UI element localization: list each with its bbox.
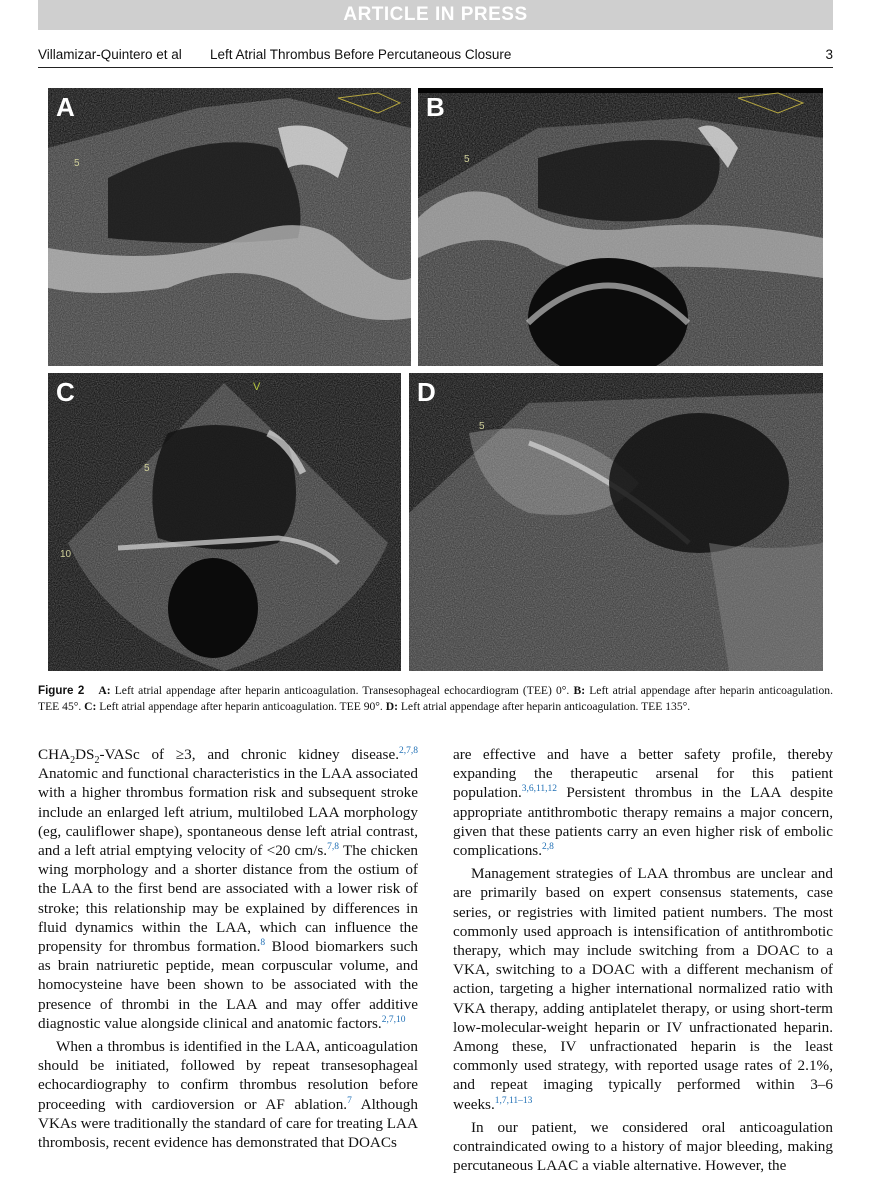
caption-c-text: Left atrial appendage after heparin anticoagulation. TEE 90°. <box>96 700 386 713</box>
text-run: DS <box>75 746 95 763</box>
text-run: Although VKAs were traditionally the standard of care for treating LAA thrombosis, recent evidence has demonstrated that DOACs <box>38 1095 418 1152</box>
caption-d-label: D: <box>385 700 398 713</box>
text-run: The chicken wing morphology and a shorter distance from the ostium of the LAA to the first bend are associated with a lower risk of stroke; this relationship may be explained by differences in fluid dynamics within the LAA, which can influence the propensity for thrombus formation. <box>38 842 419 956</box>
citation-link[interactable]: 7,8 <box>327 841 339 852</box>
panel-label-c: C <box>56 377 75 407</box>
caption-a-label: A: <box>98 684 111 697</box>
depth-marker-5: 5 <box>479 421 485 432</box>
citation-link[interactable]: 2,7,8 <box>399 745 418 756</box>
echo-image-a <box>48 88 411 366</box>
echo-image-c <box>48 373 401 671</box>
caption-b-text: Left atrial appendage after heparin anticoagulation. TEE 45°. <box>38 684 833 713</box>
paragraph <box>453 1118 833 1176</box>
citation-link[interactable]: 7 <box>347 1095 352 1106</box>
text-run: Blood biomarkers such as brain natriuretic peptide, mean corpuscular volume, and homocysteine have been shown to be associated with the presence of thrombi in the LAA and may offer additive diagnostic value alongside clinical and anatomic factors. <box>38 938 418 1032</box>
running-header-authors: Villamizar-Quintero et al <box>38 47 182 62</box>
text-run: are effective and have a better safety profile, thereby expanding the therapeutic arsenal for this patient population. <box>453 746 833 802</box>
subscript: 2 <box>70 755 76 767</box>
caption-b-label: B: <box>573 684 586 697</box>
body-column-right <box>453 745 833 1175</box>
paragraph <box>38 745 418 1033</box>
figure-label: Figure 2 <box>38 684 85 697</box>
caption-d-text: Left atrial appendage after heparin anticoagulation. TEE 135°. <box>397 700 691 713</box>
citation-link[interactable]: 2,8 <box>542 841 554 852</box>
text-run: Anatomic and functional characteristics in the LAA associated with a higher thrombus formation risk and subsequent stroke include an enlarged left atrium, multilobed LAA morphology (eg, cauliflower shape), spontaneous dense left atrial contrast, and a left atrial emptying velocity of <20 cm/s. <box>38 765 418 860</box>
citation-link[interactable]: 2,7,10 <box>381 1014 406 1025</box>
text-run: Persistent thrombus in the LAA despite appropriate antithrombotic therapy remains a major concern, given that these patients carry an even higher risk of embolic complications. <box>453 784 833 860</box>
running-header <box>38 45 833 68</box>
paragraph <box>38 1037 418 1152</box>
paragraph <box>453 864 833 1114</box>
echo-image-d <box>409 373 823 671</box>
body-column-left <box>38 745 418 1152</box>
panel-label-a: A <box>56 92 75 122</box>
echo-panel-c <box>48 373 401 671</box>
running-header-title: Left Atrial Thrombus Before Percutaneous Closure <box>210 47 512 62</box>
probe-marker-v: V <box>253 381 261 393</box>
caption-c-label: C: <box>84 700 97 713</box>
caption-a-text: Left atrial appendage after heparin anticoagulation. Transesophageal echocardiogram (TEE) 0°. <box>110 684 574 697</box>
figure-caption <box>38 683 833 715</box>
paragraph <box>453 745 833 860</box>
citation-link[interactable]: 3,6,11,12 <box>521 784 558 795</box>
depth-marker-5: 5 <box>144 463 150 474</box>
depth-marker-10: 10 <box>60 549 72 560</box>
text-run: Management strategies of LAA thrombus are unclear and are primarily based on expert consensus statements, case series, or registries with limited patient numbers. The most commonly used approach is intensification of antithrombotic therapy, which may include switching from a DOAC to a VKA, switching to a DOAC with a different mechanism of action, targeting a higher international normalized ratio with VKA therapy, adding antiplatelet therapy, or using short-term low-molecular-weight heparin or IV unfractionated heparin. Among these, IV unfractionated heparin is the least commonly used strategy, with reported usage rates of 2.1%, and repeat imaging typically performed within 3–6 weeks. <box>453 865 833 1113</box>
page-number: 3 <box>825 47 833 62</box>
citation-link[interactable]: 8 <box>260 937 266 948</box>
subscript: 2 <box>94 755 100 767</box>
depth-marker-5: 5 <box>74 158 80 169</box>
text-run: In our patient, we considered oral anticoagulation contraindicated owing to a history of major bleeding, making percutaneous LAAC a viable alternative. However, the <box>453 1118 833 1175</box>
text-run: When a thrombus is identified in the LAA, anticoagulation should be initiated, followed by repeat transesophageal echocardiography to confirm thrombus resolution before proceeding with cardioversion or AF ablation. <box>38 1038 418 1113</box>
depth-marker-5: 5 <box>464 154 470 165</box>
text-run: CHA <box>38 746 71 763</box>
panel-label-d: D <box>417 377 436 407</box>
echo-panel-a <box>48 88 411 366</box>
echo-panel-d <box>409 373 823 671</box>
citation-link[interactable]: 1,7,11–13 <box>494 1095 533 1106</box>
echo-image-b <box>418 88 823 366</box>
panel-label-b: B <box>426 92 445 122</box>
echo-panel-b <box>418 88 823 366</box>
article-in-press-banner: ARTICLE IN PRESS <box>38 0 833 30</box>
text-run: -VASc of ≥3, and chronic kidney disease. <box>99 746 399 763</box>
